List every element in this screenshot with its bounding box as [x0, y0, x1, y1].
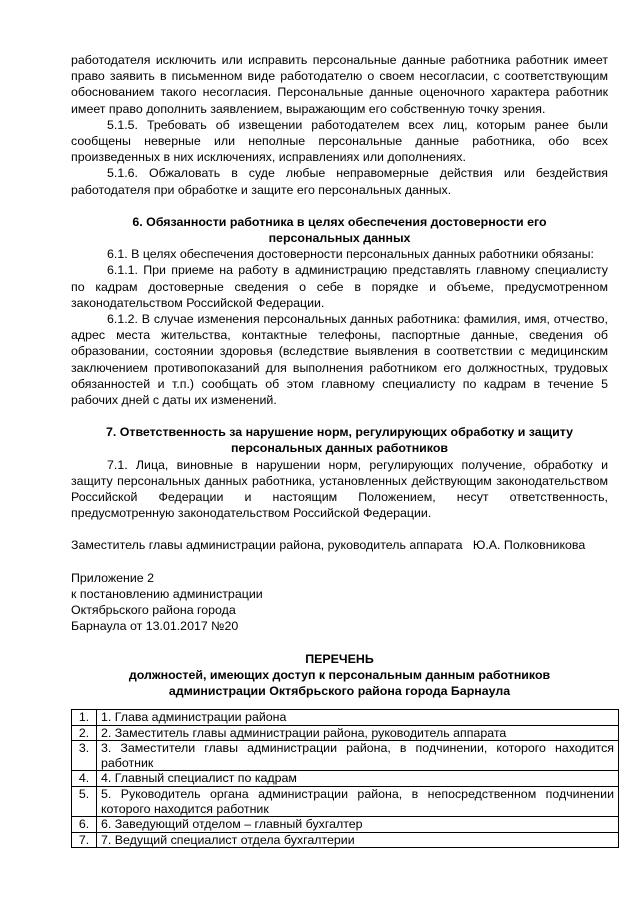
row-position: 2. Заместитель главы администрации района, руководитель аппарата [97, 725, 619, 741]
table-row [72, 817, 619, 833]
row-position: 1. Глава администрации района [97, 710, 619, 726]
document-page [71, 52, 614, 848]
signature-line [71, 537, 608, 553]
list-subtitle-line2: администрации Октябрьского района города Барнаула [168, 683, 511, 698]
appendix-line: к постановлению администрации [71, 586, 263, 601]
row-number: 2. [72, 725, 97, 741]
row-position: 3. Заместители главы администрации района, в подчинении, которого находится работник [97, 741, 619, 771]
row-position: 7. Ведущий специалист отдела бухгалтерии [97, 832, 619, 848]
list-subtitle-line1: должностей, имеющих доступ к персональным данным работников [128, 667, 551, 682]
paragraph-5-1-5: 5.1.5. Требовать об извещении работодателем всех лиц, которым ранее были сообщены неверные или неполные персональные данные работника, обо всех произведенных в них исключениях, исправлениях или дополнениях. [71, 117, 608, 165]
paragraph-6-1: 6.1. В целях обеспечения достоверности персональных данных работники обязаны: [107, 247, 594, 262]
paragraph-continuation: работодателя исключить или исправить персональные данные работника работник имеет право заявить в письменном виде работодателю о своем несогласии, с соответствующим обоснованием такого несогласия. Персональные данные оценочного характера работник имеет право дополнить заявлением, выражающим его собственную точку зрения. [71, 53, 608, 116]
table-row [72, 787, 619, 817]
paragraph-6-1-1: 6.1.1. При приеме на работу в администрацию представлять главному специалисту по кадрам достоверные сведения о себе в порядке и объеме, предусмотренном законодательством Российской Федерации. [71, 263, 608, 310]
positions-table [71, 709, 619, 848]
table-row [72, 832, 619, 848]
section-6-heading-line1: 6. Обязанности работника в целях обеспечения достоверности его [132, 214, 547, 229]
section-7-heading-line2: персональных данных работников [230, 441, 449, 456]
appendix-line: Приложение 2 [71, 570, 155, 585]
list-title: ПЕРЕЧЕНЬ [305, 651, 374, 666]
appendix-line: Октябрьского района города [71, 603, 236, 618]
row-number: 4. [72, 771, 97, 787]
row-position: 6. Заведующий отделом – главный бухгалтер [97, 817, 619, 833]
paragraph-7-1: 7.1. Лица, виновные в нарушении норм, регулирующих получение, обработку и защиту персональных данных работника, установленных действующим законодательством Российской Федерации и настоящим Положением, несут ответственность, предусмотренную законодательством Российской Федерации. [71, 457, 608, 521]
row-position: 4. Главный специалист по кадрам [97, 771, 619, 787]
signature-name: Ю.А. Полковникова [472, 538, 586, 553]
row-number: 1. [72, 710, 97, 726]
appendix-block [71, 570, 608, 635]
row-position: 5. Руководитель органа администрации района, в непосредственном подчинении которого находится работник [97, 787, 619, 817]
table-row [72, 771, 619, 787]
appendix-line: Барнаула от 13.01.2017 №20 [71, 619, 239, 634]
section-6-heading-line2: персональных данных [268, 231, 411, 246]
row-number: 3. [72, 741, 97, 771]
table-row [72, 710, 619, 726]
paragraph-5-1-6: 5.1.6. Обжаловать в суде любые неправомерные действия или бездействия работодателя при обработке и защите его персональных данных. [71, 166, 608, 197]
table-row [72, 741, 619, 771]
row-number: 7. [72, 832, 97, 848]
paragraph-6-1-2: 6.1.2. В случае изменения персональных данных работника: фамилия, имя, отчество, адрес места жительства, контактные телефоны, паспортные данные, сведения об образовании, состоянии здоровья (вследствие выявления в соответствии с медицинским заключением противопоказаний для выполнения работником его должностных, трудовых обязанностей и т.п.) сообщать об этом главному специалисту по кадрам в течение 5 рабочих дней с даты их изменений. [71, 312, 608, 408]
row-number: 6. [72, 817, 97, 833]
section-7-heading-line1: 7. Ответственность за нарушение норм, регулирующих обработку и защиту [105, 425, 574, 440]
signature-position: Заместитель главы администрации района, руководитель аппарата [71, 538, 463, 553]
table-row [72, 725, 619, 741]
row-number: 5. [72, 787, 97, 817]
